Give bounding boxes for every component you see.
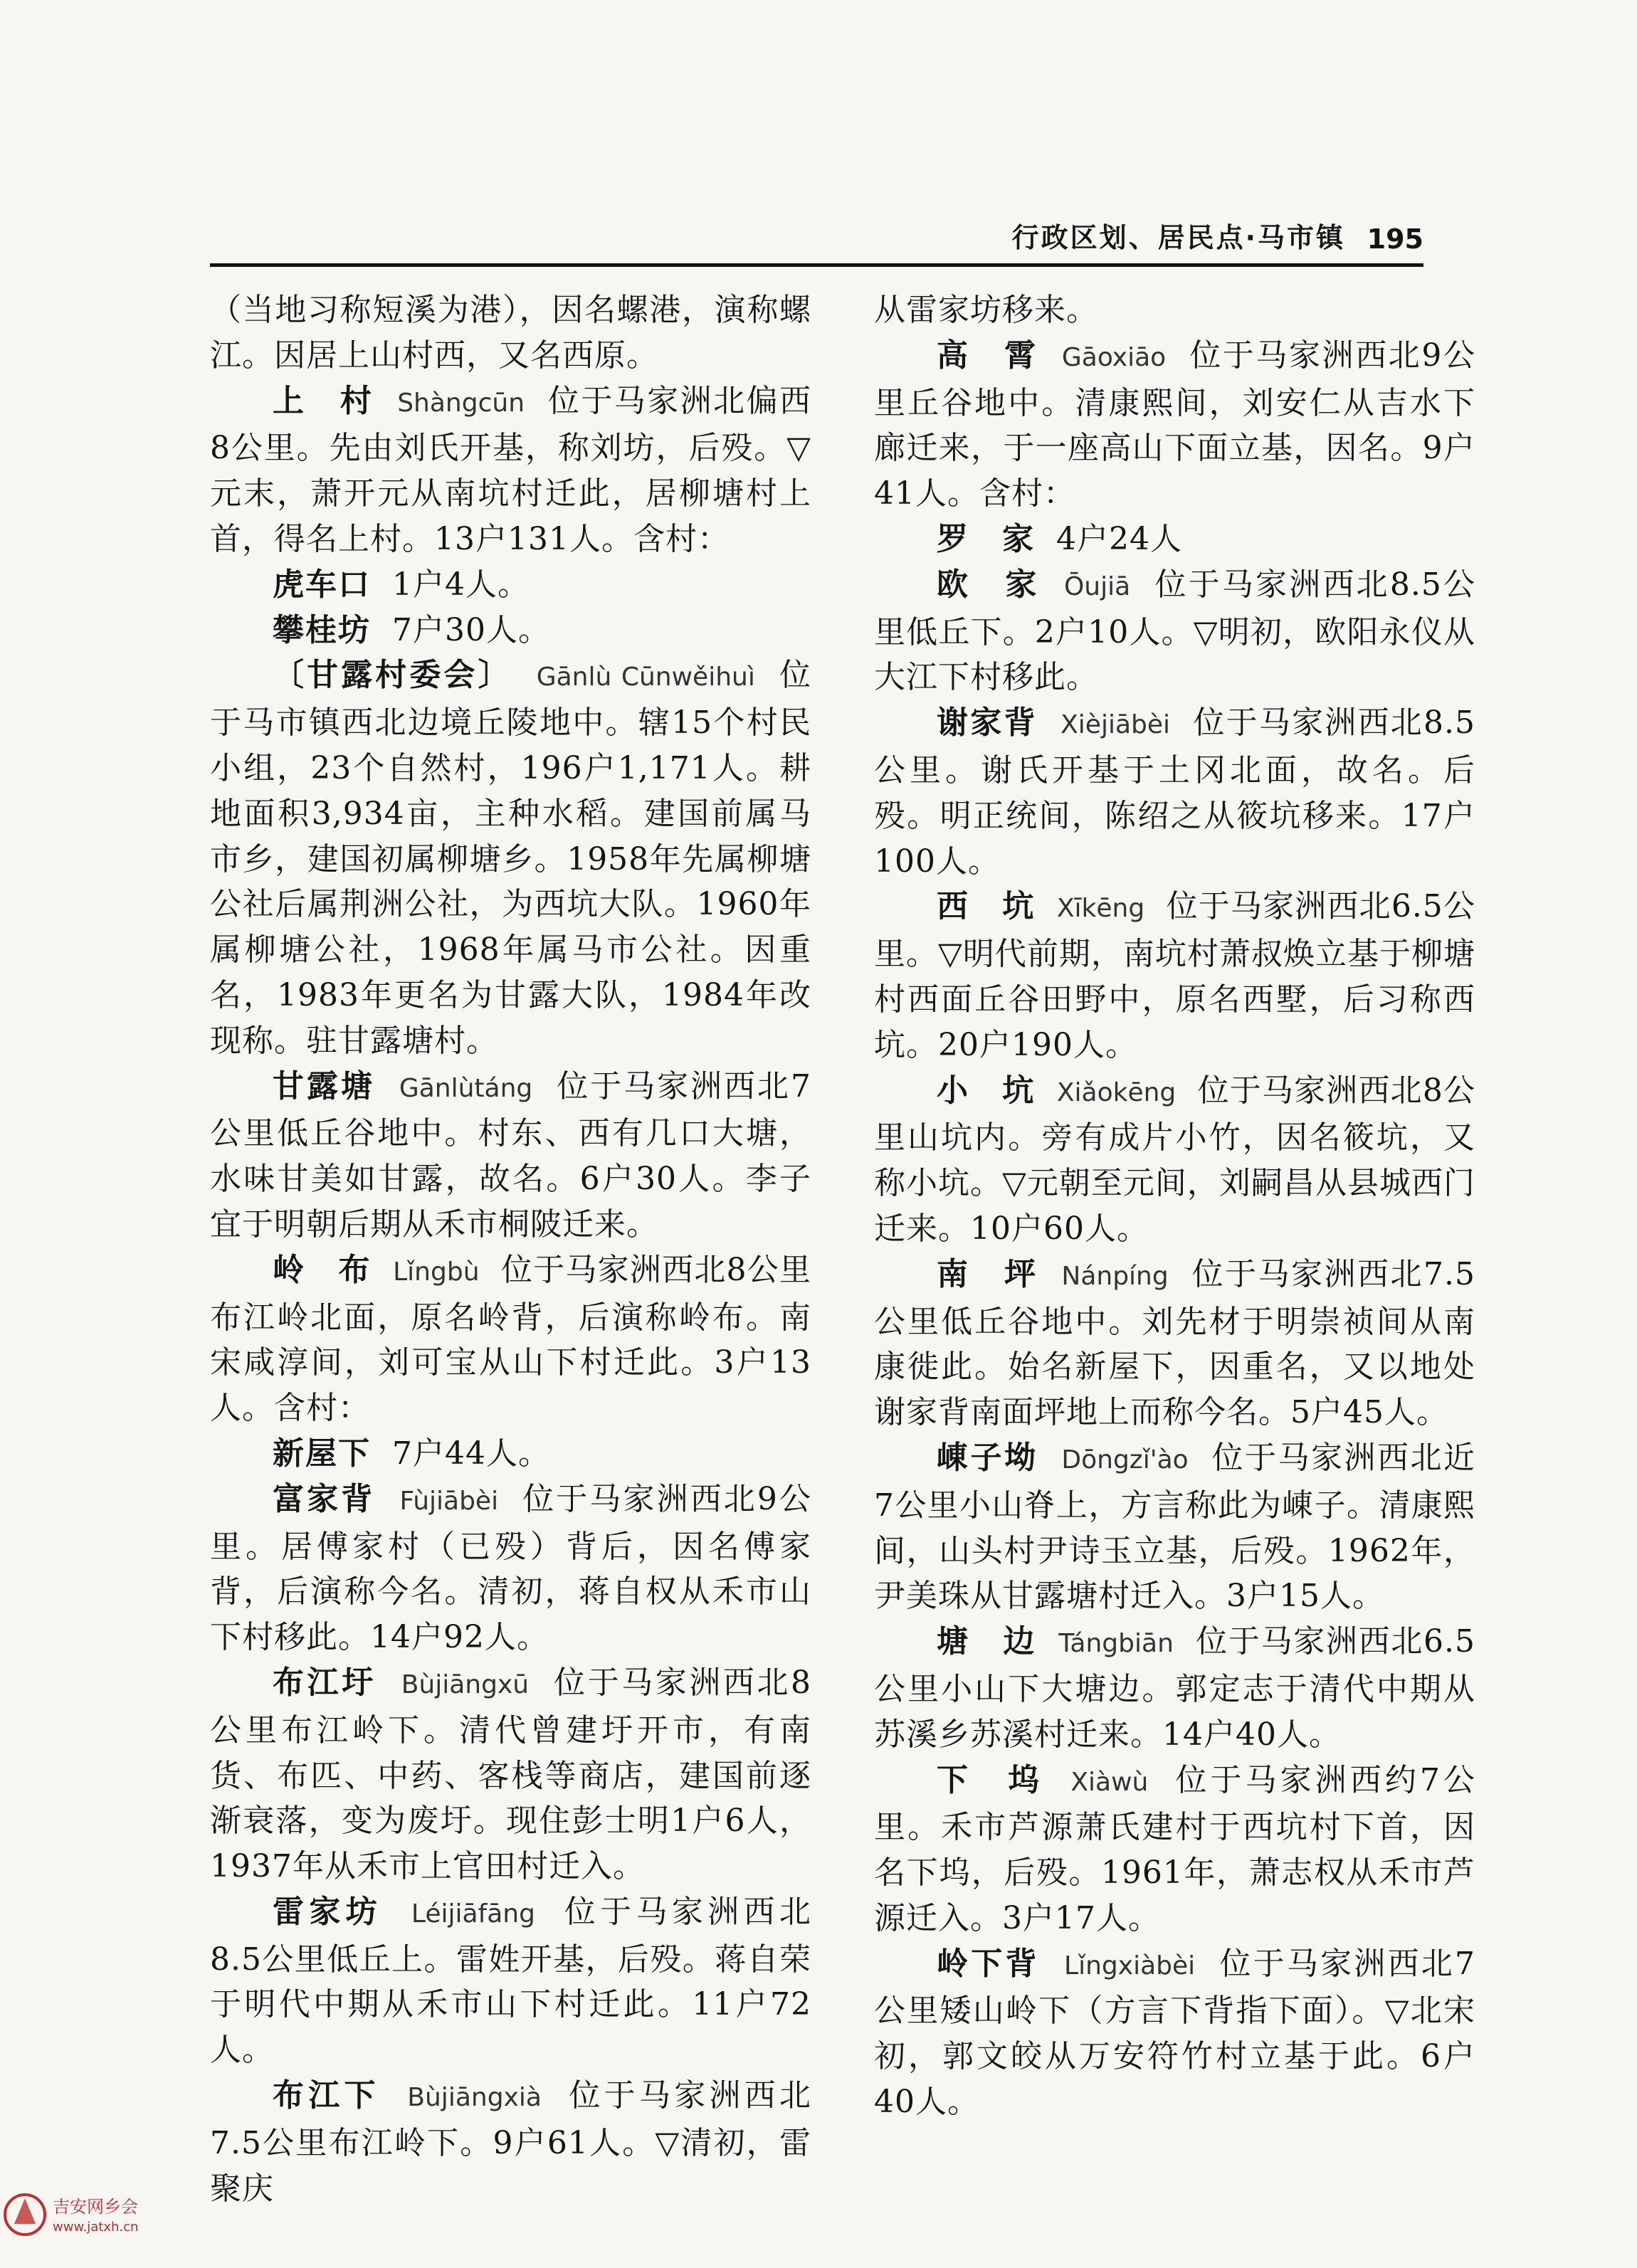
entry-pinyin: Nánpíng — [1061, 1261, 1169, 1291]
right-column — [874, 288, 1475, 2125]
watermark-url: www.jatxh.cn — [53, 2220, 139, 2235]
entry-text: 位于马家洲北偏西8公里。先由刘氏开基，称刘坊，后殁。▽元末，萧开元从南坑村迁此，居柳塘村上首，得名上村。13户131人。含村： — [210, 382, 811, 557]
entry-text: 位于马家洲西北7.5公里低丘谷地中。刘先材于明崇祯间从南康徙此。始名新屋下，因重名，又以地处谢家背南面坪地上而称今名。5户45人。 — [874, 1255, 1475, 1431]
entry-pinyin: Gānlù Cūnwěihuì — [536, 663, 755, 692]
entry-pinyin: Bùjiāngxū — [401, 1670, 530, 1699]
entry-pinyin: Shàngcūn — [397, 388, 525, 418]
village-entry — [874, 1252, 1475, 1435]
entry-pinyin: Lǐngxiàbèi — [1064, 1951, 1196, 1980]
entry-name: 布江下 — [273, 2077, 380, 2114]
entry-text: 位于马家洲西北7.5公里布江岭下。9户61人。▽清初，雷聚庆 — [210, 2077, 811, 2207]
entry-name: 新屋下 — [273, 1435, 371, 1472]
village-entry — [874, 1619, 1475, 1757]
village-entry — [874, 1941, 1475, 2125]
entry-name: 上 村 — [273, 382, 374, 419]
village-entry — [210, 1248, 811, 1431]
village-entry — [210, 1660, 811, 1889]
village-entry — [874, 1758, 1475, 1941]
page-header — [210, 213, 1423, 267]
entry-name: 罗 家 — [937, 520, 1035, 557]
watermark-text: 吉安网乡会 — [53, 2197, 138, 2217]
sub-village-entry — [210, 562, 811, 608]
entry-text: 位于马家洲西北8公里山坑内。旁有成片小竹，因名筱坑，又称小坑。▽元朝至元间，刘嗣昌从县城西门迁来。10户60人。 — [874, 1072, 1475, 1247]
entry-name: 岭下背 — [937, 1945, 1040, 1982]
entry-pinyin: Xiǎokēng — [1056, 1077, 1177, 1107]
village-entry — [210, 1064, 811, 1248]
entry-name: 谢家背 — [937, 705, 1038, 742]
entry-pinyin: Xīkēng — [1056, 894, 1145, 924]
entry-name: 下 坞 — [937, 1761, 1044, 1798]
entry-pinyin: Léijiāfāng — [411, 1899, 535, 1929]
site-watermark — [0, 2175, 178, 2254]
entry-name: 富家背 — [273, 1480, 376, 1517]
entry-text: 位于马家洲西北近7公里小山脊上，方言称此为崠子。清康熙间，山头村尹诗玉立基，后殁。1962年，尹美珠从甘露塘村迁入。3户15人。 — [874, 1439, 1475, 1615]
entry-name: 崠子坳 — [937, 1439, 1038, 1476]
entry-text: 7户44人。 — [391, 1435, 550, 1472]
entry-name: 高 霄 — [937, 337, 1038, 374]
village-entry — [210, 379, 811, 562]
entry-text: 位于马家洲西北6.5公里小山下大塘边。郭定志于清代中期从苏溪乡苏溪村迁来。14户40人。 — [874, 1623, 1475, 1753]
entry-name: 雷家坊 — [273, 1893, 383, 1930]
entry-pinyin: Fùjiābèi — [399, 1486, 499, 1516]
entry-pinyin: Ōujiā — [1063, 571, 1131, 601]
entry-text: 位于马家洲西北8公里布江岭下。清代曾建圩开市，有南货、布匹、中药、客栈等商店，建国前逐渐衰落，变为废圩。现住彭士明1户6人，1937年从禾市上官田村迁入。 — [210, 1664, 811, 1885]
left-column — [210, 288, 811, 2211]
entry-text: 位于马家洲西北8公里布江岭北面，原名岭背，后演称岭布。南宋咸淳间，刘可宝从山下村迁此。3户13人。含村： — [210, 1251, 812, 1427]
entry-name: 欧 家 — [937, 566, 1040, 603]
entry-text: 位于马家洲西北6.5公里。▽明代前期，南坑村萧叔焕立基于柳塘村西面丘谷田野中，原名西墅，后习称西坑。20户190人。 — [874, 888, 1475, 1063]
entry-text: 位于马家洲西北8.5公里低丘上。雷姓开基，后殁。蒋自荣于明代中期从禾市山下村迁此。11户72人。 — [210, 1893, 812, 2069]
entry-name: 小 坑 — [937, 1072, 1036, 1109]
continued-paragraph: （当地习称短溪为港），因名螺港，演称螺江。因居上山村西，又名西原。 — [210, 292, 811, 374]
village-entry — [210, 1477, 811, 1660]
entry-text: 位于马家洲西北7公里矮山岭下（方言下背指下面）。▽北宋初，郭文皎从万安符竹村立基于此。6户40人。 — [874, 1945, 1475, 2121]
village-entry — [874, 700, 1475, 884]
entry-text: 位于马家洲西北9公里丘谷地中。清康熙间，刘安仁从吉水下廊迁来，于一座高山下面立基，因名。9户41人。含村： — [874, 337, 1475, 512]
village-entry — [874, 333, 1475, 517]
entry-text: 1户4人。 — [391, 566, 530, 603]
entry-text: 位于马市镇西北边境丘陵地中。辖15个村民小组，23个自然村，196户1,171人。耕地面积3,934亩，主种水稻。建国前属马市乡，建国初属柳塘乡。1958年先属柳塘公社后属荆洲公社，为西坑大队。1960年属柳塘公社，1968年属马市公社。因重名，1983年更名为甘露大队，1984年改现称。驻甘露塘村。 — [210, 657, 811, 1059]
village-entry — [210, 2073, 811, 2211]
watermark-logo-icon — [0, 2183, 50, 2247]
entry-pinyin: Tángbiān — [1058, 1629, 1174, 1659]
running-title: 行政区划、居民点·马市镇 — [1011, 222, 1345, 253]
entry-text: 7户30人。 — [391, 611, 550, 648]
village-entry — [874, 884, 1475, 1067]
entry-pinyin: Xièjiābèi — [1060, 710, 1171, 740]
entry-name: 塘 边 — [937, 1623, 1037, 1660]
entry-name: 攀桂坊 — [273, 611, 371, 648]
village-entry — [874, 562, 1475, 700]
committee-entry — [210, 653, 811, 1063]
entry-pinyin: Gāoxiāo — [1061, 342, 1167, 372]
entry-pinyin: Lǐngbù — [393, 1257, 480, 1287]
sub-village-entry — [210, 1431, 811, 1477]
sub-village-entry — [874, 517, 1475, 562]
entry-pinyin: Bùjiāngxià — [407, 2083, 542, 2113]
entry-name: 西 坑 — [937, 888, 1036, 925]
entry-text: 位于马家洲西北8.5公里。谢氏开基于土冈北面，故名。后殁。明正统间，陈绍之从筱坑移来。17户100人。 — [874, 705, 1476, 880]
entry-name: 南 坪 — [937, 1255, 1038, 1292]
village-entry — [874, 1435, 1475, 1619]
entry-name: 布江圩 — [273, 1664, 377, 1701]
continued-paragraph: 从雷家坊移来。 — [874, 292, 1098, 328]
entry-name: 〔甘露村委会〕 — [273, 657, 512, 694]
entry-text: 位于马家洲西北9公里。居傅家村（已殁）背后，因名傅家背，后演称今名。清初，蒋自权从禾市山下村移此。14户92人。 — [210, 1480, 811, 1656]
entry-pinyin: Xiàwù — [1070, 1767, 1149, 1797]
village-entry — [874, 1068, 1475, 1252]
entry-text: 4户24人 — [1056, 520, 1182, 557]
entry-name: 岭 布 — [273, 1251, 372, 1288]
entry-text: 位于马家洲西北8.5公里低丘下。2户10人。▽明初，欧阳永仪从大江下村移此。 — [874, 566, 1475, 696]
entry-pinyin: Gānlùtáng — [399, 1073, 533, 1103]
entry-name: 甘露塘 — [273, 1067, 375, 1104]
village-entry — [210, 1889, 811, 2073]
sub-village-entry — [210, 608, 811, 653]
entry-pinyin: Dōngzǐ'ào — [1061, 1445, 1189, 1475]
entry-text: 位于马家洲西约7公里。禾市芦源萧氏建村于西坑村下首，因名下坞，后殁。1961年，萧志权从禾市芦源迁入。3户17人。 — [874, 1761, 1476, 1936]
entry-text: 位于马家洲西北7公里低丘谷地中。村东、西有几口大塘，水味甘美如甘露，故名。6户30人。李子宜于明朝后期从禾市桐陂迁来。 — [210, 1067, 811, 1243]
entry-name: 虎车口 — [273, 566, 371, 603]
page-number: 195 — [1367, 223, 1423, 255]
